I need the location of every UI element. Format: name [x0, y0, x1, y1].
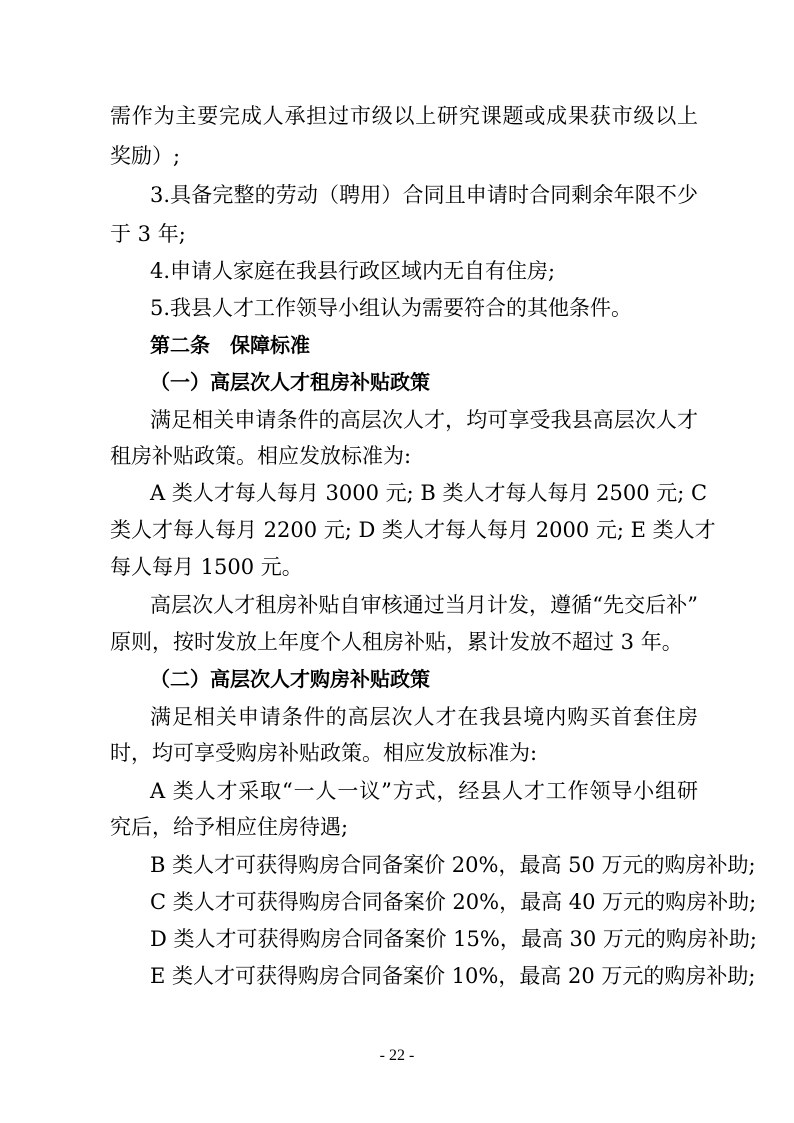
text-line-20: 究后，给予相应住房待遇;	[110, 815, 349, 839]
text-line-6: 5.我县人才工作领导小组认为需要符合的其他条件。	[150, 296, 633, 320]
section-heading-rent: （一）高层次人才租房补贴政策	[150, 370, 430, 394]
text-line-21: B 类人才可获得购房合同备案价 20%，最高 50 万元的购房补助;	[150, 853, 756, 877]
text-line-15: 原则，按时发放上年度个人租房补贴，累计发放不超过 3 年。	[110, 630, 683, 654]
text-line-3: 3.具备完整的劳动（聘用）合同且申请时合同剩余年限不少	[150, 183, 698, 207]
text-line-4: 于 3 年;	[110, 222, 186, 246]
text-line-19: A 类人才采取“一人一议”方式，经县人才工作领导小组研	[150, 779, 698, 803]
text-line-22: C 类人才可获得购房合同备案价 20%，最高 40 万元的购房补助;	[150, 890, 757, 914]
text-line-24: E 类人才可获得购房合同备案价 10%，最高 20 万元的购房补助;	[150, 964, 756, 988]
text-line-9: 满足相关申请条件的高层次人才，均可享受我县高层次人才	[150, 408, 698, 432]
article-heading: 第二条 保障标准	[150, 333, 310, 357]
text-line-1: 需作为主要完成人承担过市级以上研究课题或成果获市级以上	[110, 104, 698, 128]
text-line-17: 满足相关申请条件的高层次人才在我县境内购买首套住房	[150, 705, 698, 729]
text-line-18: 时，均可享受购房补贴政策。相应发放标准为:	[110, 741, 538, 765]
text-line-23: D 类人才可获得购房合同备案价 15%，最高 30 万元的购房补助;	[150, 927, 758, 951]
text-line-11: A 类人才每人每月 3000 元; B 类人才每人每月 2500 元; C	[150, 481, 708, 505]
text-line-2: 奖励）;	[110, 144, 181, 168]
text-line-5: 4.申请人家庭在我县行政区域内无自有住房;	[150, 259, 556, 283]
text-line-12: 类人才每人每月 2200 元; D 类人才每人每月 2000 元; E 类人才	[110, 518, 716, 542]
text-line-10: 租房补贴政策。相应发放标准为:	[110, 444, 412, 468]
page-number: - 22 -	[379, 1047, 415, 1064]
section-heading-purchase: （二）高层次人才购房补贴政策	[150, 667, 430, 691]
text-line-13: 每人每月 1500 元。	[110, 555, 303, 579]
text-line-14: 高层次人才租房补贴自审核通过当月计发，遵循“先交后补”	[150, 593, 698, 617]
